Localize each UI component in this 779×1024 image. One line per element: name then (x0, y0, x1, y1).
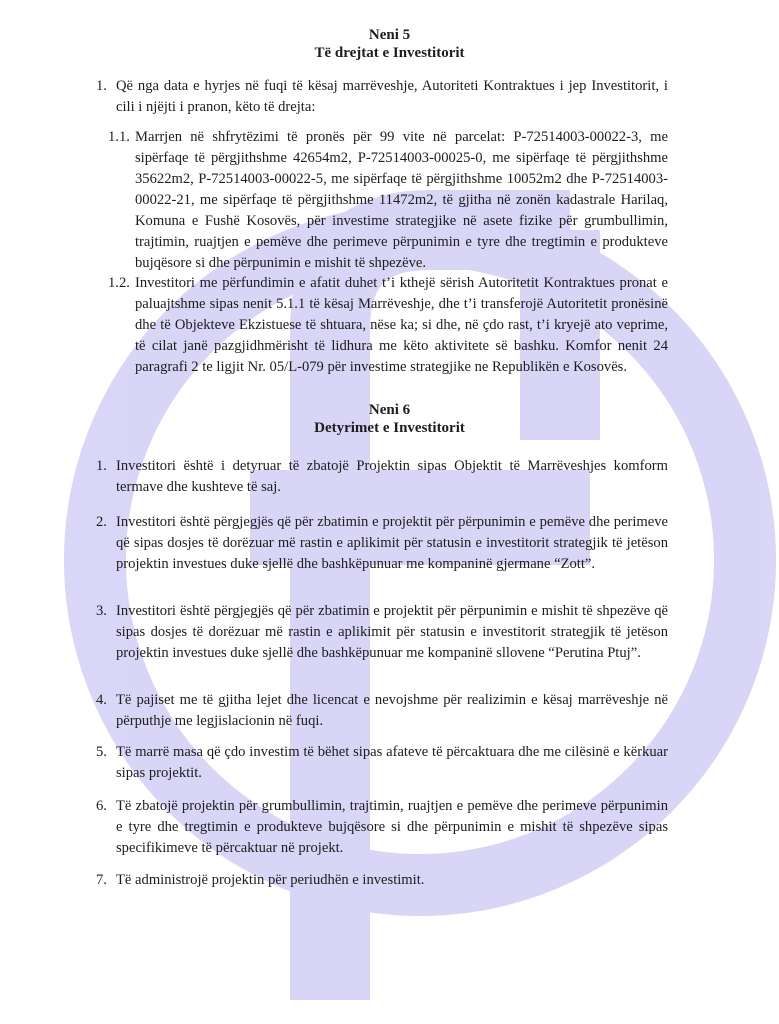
section6-item-number: 7. (96, 872, 107, 888)
section5-item11-text: Marrjen në shfrytëzimi të pronës për 99 vite në parcelat: P-72514003-00022-3, me sipërfaqe të përgjithshme 42654m2, P-72514003-00025-0, me sipërfaqe të përgjithshme 35622m2, P-72514003-00022-5, me sipërfaqe të përgjithshme 10052m2 dhe P-72514003-00022-21, me sipërfaqe të përgjithshme 11472m2, të gjitha në zonën kadastrale Harilaq, Komuna e Fushë Kosovës, për investime strategjike në asete fizike për grumbullimin, trajtimin, ruajtjen e pemëve dhe perimeve përpunimin e tyre dhe tregtimin e produkteve bujqësore si dhe përpunimin e mishit të shpezëve. (135, 129, 668, 271)
section6-item-text: Investitori është përgjegjës që për zbatimin e projektit për përpunimin e pemëve dhe perimeve që sipas dosjes të dorëzuar më rastin e aplikimit për statusin e investitorit strategjik të jetëson projektin investues duke sjellë dhe bashkëpunuar me kompaninë gjermane “Zott”. (116, 514, 668, 572)
section5-subtitle: Të drejtat e Investitorit (314, 45, 465, 61)
section6-item-number: 5. (96, 744, 107, 760)
section6-item-number: 3. (96, 603, 107, 619)
section6-item-text: Investitori është përgjegjës që për zbatimin e projektit për përpunimin e mishit të shpezëve që sipas dosjes të dorëzuar më rastin e aplikimit për statusin e investitorit strategjik të jetëson projektin investues duke sjellë dhe bashkëpunuar me kompaninë sllovene “Perutina Ptuj”. (116, 603, 668, 661)
section6-item-text: Të marrë masa që çdo investim të bëhet sipas afateve të përcaktuara dhe me cilësinë e kërkuar sipas projektit. (116, 744, 668, 781)
section6-item-text: Të zbatojë projektin për grumbullimin, trajtimin, ruajtjen e pemëve dhe perimeve përpunimin e tyre dhe tregtimin e produkteve bujqësore si dhe përpunimin e mishit të shpezëve sipas specifikimeve të përcaktuar në projekt. (116, 798, 668, 856)
section5-item1-number: 1. (96, 78, 107, 94)
section6-subtitle: Detyrimet e Investitorit (314, 420, 465, 436)
section6-item-number: 1. (96, 458, 107, 474)
section5-item12-text: Investitori me përfundimin e afatit duhet t’i kthejë sërish Autoritetit Kontraktues pronat e paluajtshme sipas nenit 5.1.1 të kësaj Marrëveshje, dhe t’i transferojë Autoritetit pronësinë dhe të Objekteve Ekzistuese të shtuara, nëse ka; si dhe, në çdo rast, t’i kryejë ato veprime, të cilat janë pazgjidhmërisht të lidhura me këto aktivitete së bashku. Komfor nenit 24 paragrafi 2 te ligjit Nr. 05/L-079 për investime strategjike ne Republikën e Kosovës. (135, 275, 668, 375)
section6-title: Neni 6 (368, 402, 411, 418)
section6-item-number: 6. (96, 798, 107, 814)
section5-item1-text: Që nga data e hyrjes në fuqi të kësaj marrëveshje, Autoriteti Kontraktues i jep Investitorit, i cili i njëjti i pranon, këto të drejta: (116, 78, 668, 115)
section6-item-text: Të administrojë projektin për periudhën e investimit. (116, 872, 425, 888)
section5-item11-number: 1.1. (108, 129, 130, 145)
section6-item-text: Investitori është i detyruar të zbatojë Projektin sipas Objektit të Marrëveshjes komform termave dhe kushteve të saj. (116, 458, 668, 495)
section5-title: Neni 5 (368, 27, 411, 43)
section5-item12-number: 1.2. (108, 275, 130, 291)
section6-item-number: 4. (96, 692, 107, 708)
section6-item-text: Të pajiset me të gjitha lejet dhe licencat e nevojshme për realizimin e kësaj marrëveshje në përputhje me legjislacionin në fuqi. (116, 692, 668, 729)
section6-item-number: 2. (96, 514, 107, 530)
